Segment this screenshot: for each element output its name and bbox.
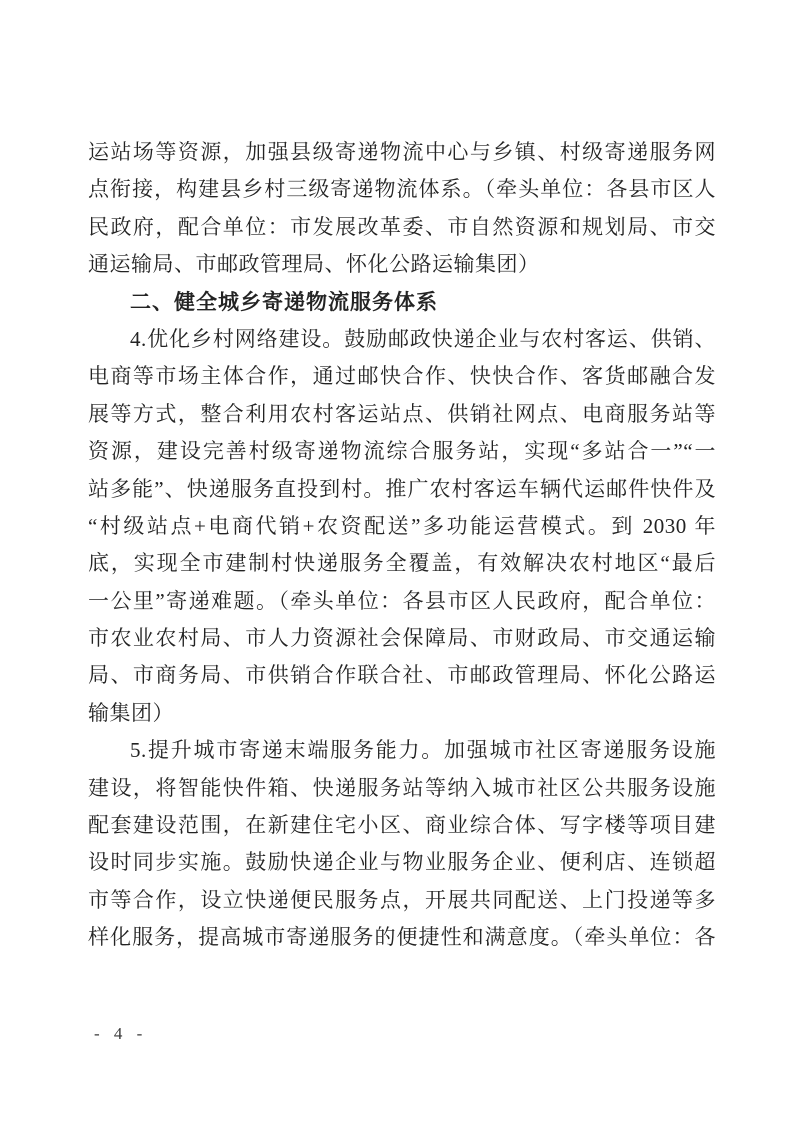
- section-heading-2: [88, 284, 716, 321]
- paragraph-3-continuation: [88, 134, 716, 284]
- section-heading-text: 二、健全城乡寄递物流服务体系: [130, 290, 438, 314]
- text-line: 局、市商务局、市供销合作联合社、市邮政管理局、怀化公路运: [88, 663, 716, 688]
- text-line: 5.提升城市寄递末端服务能力。加强城市社区寄递服务设施: [130, 738, 716, 763]
- text-line: 输集团）: [88, 700, 174, 725]
- text-line: 一公里”寄递难题。（牵头单位：各县市区人民政府，配合单位：: [88, 588, 716, 613]
- text-line: 样化服务，提高城市寄递服务的便捷性和满意度。（牵头单位：各: [88, 925, 716, 950]
- text-line: 运站场等资源，加强县级寄递物流中心与乡镇、村级寄递服务网: [88, 140, 716, 164]
- text-line: 民政府，配合单位：市发展改革委、市自然资源和规划局、市交: [88, 214, 716, 239]
- document-body: [88, 134, 716, 957]
- text-line: 点衔接，构建县乡村三级寄递物流体系。（牵头单位：各县市区人: [88, 177, 716, 202]
- text-line: 配套建设范围，在新建住宅小区、商业综合体、写字楼等项目建: [88, 813, 716, 838]
- paragraph-5: [88, 732, 716, 956]
- text-line: 市农业农村局、市人力资源社会保障局、市财政局、市交通运输: [88, 626, 716, 651]
- text-line: 展等方式，整合利用农村客运站点、供销社网点、电商服务站等: [88, 401, 716, 426]
- paragraph-4: [88, 321, 716, 732]
- text-line: 设时同步实施。鼓励快递企业与物业服务企业、便利店、连锁超: [88, 850, 716, 875]
- text-line: 资源，建设完善村级寄递物流综合服务站，实现“多站合一”“一: [88, 439, 716, 464]
- text-line: “村级站点+电商代销+农资配送”多功能运营模式。到 2030 年: [88, 513, 716, 538]
- page-number: - 4 -: [94, 1024, 148, 1043]
- text-line: 市等合作，设立快递便民服务点，开展共同配送、上门投递等多: [88, 887, 716, 912]
- text-line: 建设，将智能快件箱、快递服务站等纳入城市社区公共服务设施: [88, 775, 716, 800]
- text-line: 底，实现全市建制村快递服务全覆盖，有效解决农村地区“最后: [88, 551, 716, 576]
- text-line: 通运输局、市邮政管理局、怀化公路运输集团）: [88, 252, 540, 277]
- text-line: 4.优化乡村网络建设。鼓励邮政快递企业与农村客运、供销、: [130, 326, 716, 351]
- text-line: 电商等市场主体合作，通过邮快合作、快快合作、客货邮融合发: [88, 364, 716, 389]
- text-line: 站多能”、快递服务直投到村。推广农村客运车辆代运邮件快件及: [88, 476, 716, 501]
